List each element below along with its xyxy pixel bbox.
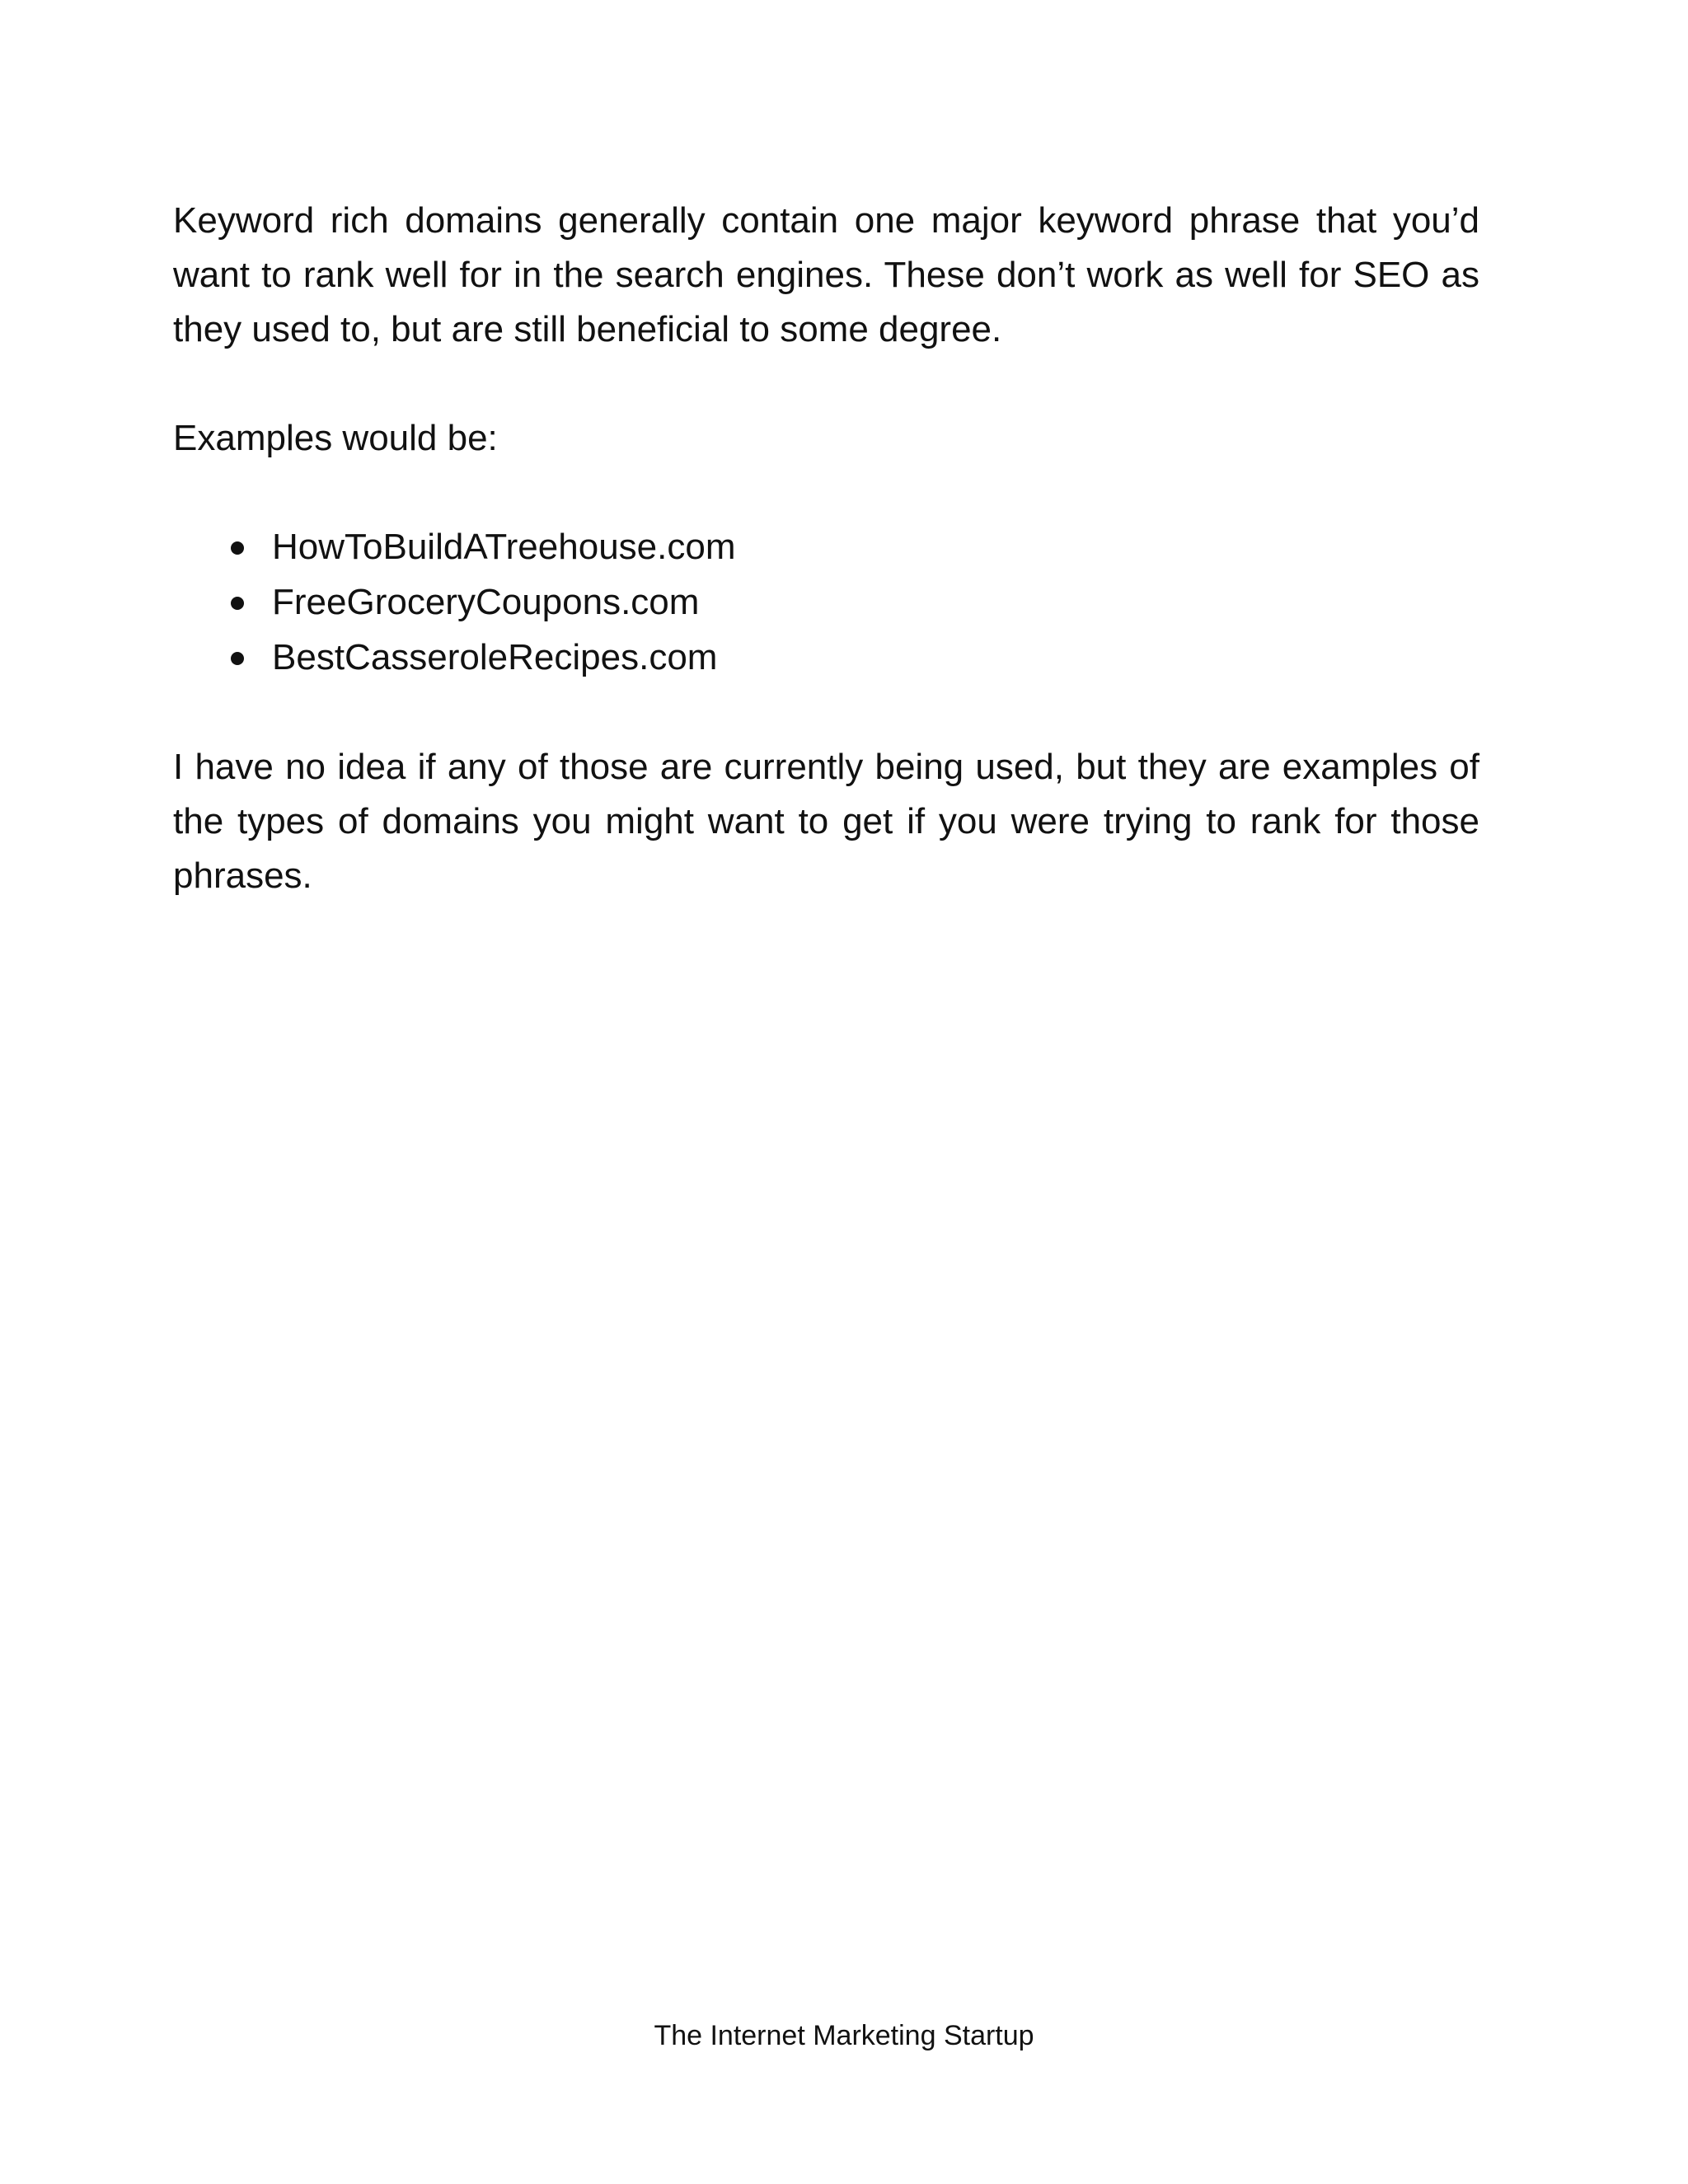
list-item — [173, 575, 1479, 630]
examples-list — [173, 520, 1479, 686]
list-item — [173, 630, 1479, 686]
closing-paragraph: I have no idea if any of those are currently being used, but they are examples of the types of domains you might want to get if you were trying to rank for those phrases. — [173, 747, 1479, 896]
bullet-icon — [231, 652, 244, 665]
page-footer: The Internet Marketing Startup — [654, 2020, 1034, 2051]
list-item-text: HowToBuildATreehouse.com — [272, 527, 736, 567]
bullet-icon — [231, 541, 244, 555]
page-body — [173, 194, 1479, 903]
intro-paragraph: Keyword rich domains generally contain one major keyword phrase that you’d want to rank well for in the search engines. These don’t work as well for SEO as they used to, but are still beneficial to some degree. — [173, 200, 1479, 349]
list-item — [173, 520, 1479, 575]
list-item-text: BestCasseroleRecipes.com — [272, 637, 718, 677]
bullet-icon — [231, 597, 244, 610]
list-item-text: FreeGroceryCoupons.com — [272, 582, 700, 622]
examples-lead-paragraph: Examples would be: — [173, 418, 498, 458]
